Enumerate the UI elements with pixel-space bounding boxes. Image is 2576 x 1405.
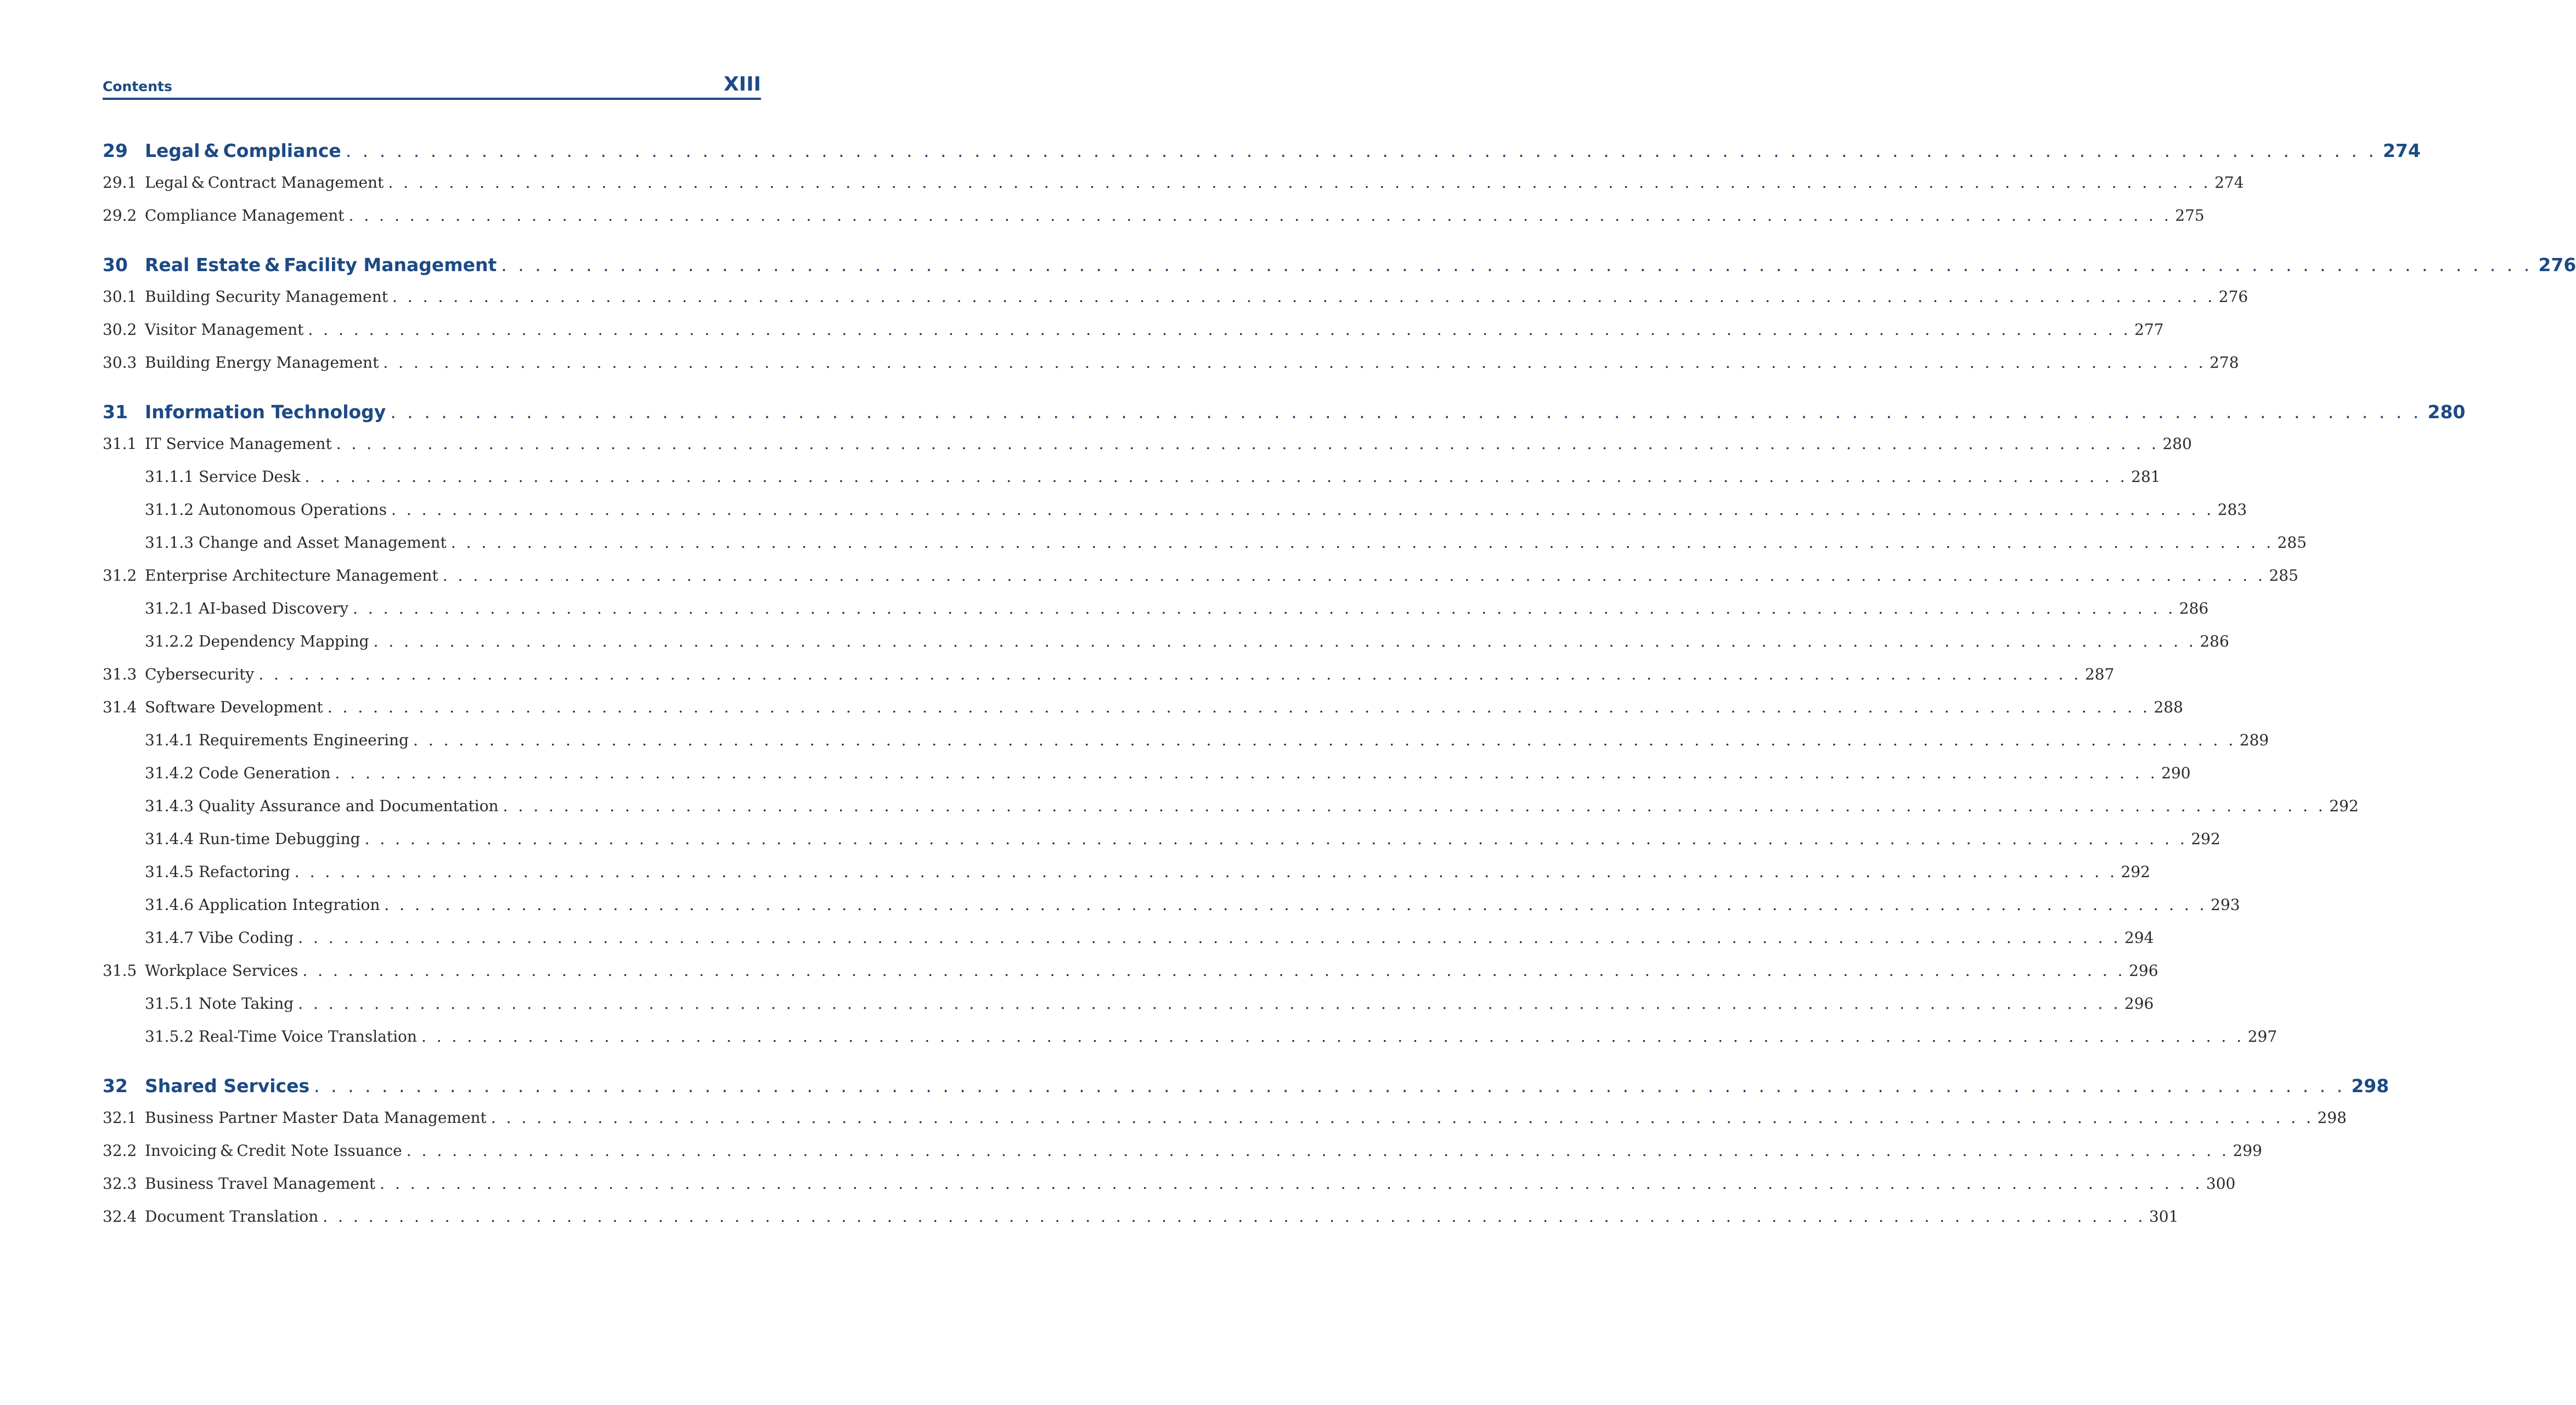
- toc-entry-title: Legal & Compliance: [145, 140, 341, 161]
- toc-entry-page: 286: [2200, 632, 2229, 650]
- toc-entry-subsection[interactable]: [103, 533, 2307, 558]
- toc-entry-page: 276: [2538, 254, 2576, 276]
- toc-entry-number: 31.5: [103, 962, 137, 980]
- running-head: Contents: [103, 78, 172, 94]
- toc-entry-page: 292: [2191, 830, 2220, 848]
- dot-leader: . . . . . . . . . . . . . . . . . . . . . . . . . . . . . . . . . . . . . . . . . . . . . . . . . . . . . . . . . . . . . . . . . . . . . . . . . . . . . . . . . . . . . . . . . . . . . . . . . . . . . . . . . . . . . . . . . . . . . . . .: [421, 1027, 2245, 1046]
- toc-entry-number: 31.4: [103, 698, 137, 716]
- toc-entry-section[interactable]: [103, 1174, 2236, 1199]
- toc-entry-number: 32.1: [103, 1109, 137, 1127]
- toc-entry-title: Business Travel Management: [145, 1174, 376, 1193]
- dot-leader: . . . . . . . . . . . . . . . . . . . . . . . . . . . . . . . . . . . . . . . . . . . . . . . . . . . . . . . . . . . . . . . . . . . . . . . . . . . . . . . . . . . . . . . . . . . . . . . . . . . . . . . . . . . . . . . . . . . . . . . .: [298, 994, 2121, 1013]
- toc-entry-subsection[interactable]: [103, 929, 2154, 953]
- toc-entry-title: Dependency Mapping: [199, 632, 369, 650]
- toc-entry-chapter[interactable]: [103, 254, 2576, 278]
- toc-entry-page: 297: [2247, 1027, 2278, 1046]
- toc-entry-number: 31.3: [103, 665, 137, 683]
- dot-leader: . . . . . . . . . . . . . . . . . . . . . . . . . . . . . . . . . . . . . . . . . . . . . . . . . . . . . . . . . . . . . . . . . . . . . . . . . . . . . . . . . . . . . . . . . . . . . . . . . . . . . . . . . . . . . . . . . . . . . . . .: [442, 566, 2265, 585]
- toc-entry-number: 31.4.6: [145, 896, 194, 914]
- toc-entry-title: Autonomous Operations: [199, 501, 387, 519]
- toc-entry-number: 31.1.3: [145, 533, 194, 552]
- dot-leader: . . . . . . . . . . . . . . . . . . . . . . . . . . . . . . . . . . . . . . . . . . . . . . . . . . . . . . . . . . . . . . . . . . . . . . . . . . . . . . . . . . . . . . . . . . . . . . . . . . . . . . . . . . . . . . . . . . . . . . . .: [373, 632, 2196, 650]
- toc-entry-number: 31.2: [103, 566, 137, 585]
- dot-leader: . . . . . . . . . . . . . . . . . . . . . . . . . . . . . . . . . . . . . . . . . . . . . . . . . . . . . . . . . . . . . . . . . . . . . . . . . . . . . . . . . . . . . . . . . . . . . . . . . . . . . . . . . . . . . . . . . . . . . . . .: [383, 353, 2206, 372]
- toc-entry-number: 31.4.7: [145, 929, 194, 947]
- toc-entry-number: 31.4.4: [145, 830, 194, 848]
- toc-entry-title: Change and Asset Management: [199, 533, 447, 552]
- dot-leader: . . . . . . . . . . . . . . . . . . . . . . . . . . . . . . . . . . . . . . . . . . . . . . . . . . . . . . . . . . . . . . . . . . . . . . . . . . . . . . . . . . . . . . . . . . . . . . . . . . . . . . . . . . . . . . . . . . . . . . . .: [335, 764, 2158, 782]
- page-header: [103, 69, 761, 100]
- toc-entry-page: 301: [2149, 1207, 2179, 1226]
- toc-entry-title: Run-time Debugging: [199, 830, 360, 848]
- toc-entry-page: 300: [2206, 1174, 2236, 1193]
- toc-entry-section[interactable]: [103, 962, 2158, 986]
- toc-entry-title: Code Generation: [199, 764, 331, 782]
- toc-entry-number: 31.1.2: [145, 501, 194, 519]
- toc-entry-title: Real Estate & Facility Management: [145, 254, 497, 276]
- toc-entry-section[interactable]: [103, 1109, 2347, 1133]
- toc-entry-number: 31.5.1: [145, 994, 194, 1013]
- dot-leader: . . . . . . . . . . . . . . . . . . . . . . . . . . . . . . . . . . . . . . . . . . . . . . . . . . . . . . . . . . . . . . . . . . . . . . . . . . . . . . . . . . . . . . . . . . . . . . . . . . . . . . . . . . . . . . . . . . . . . . . .: [503, 797, 2326, 815]
- toc-entry-title: Legal & Contract Management: [145, 173, 384, 192]
- toc-entry-title: Service Desk: [199, 468, 301, 486]
- toc-entry-title: Requirements Engineering: [199, 731, 409, 749]
- dot-leader: . . . . . . . . . . . . . . . . . . . . . . . . . . . . . . . . . . . . . . . . . . . . . . . . . . . . . . . . . . . . . . . . . . . . . . . . . . . . . . . . . . . . . . . . . . . . . . . . . . . . . . . . . . . . . . . . . . . . . . . .: [380, 1174, 2203, 1193]
- toc-entry-subsection[interactable]: [103, 632, 2229, 656]
- dot-leader: . . . . . . . . . . . . . . . . . . . . . . . . . . . . . . . . . . . . . . . . . . . . . . . . . . . . . . . . . . . . . . . . . . . . . . . . . . . . . . . . . . . . . . . . . . . . . . . . . . . . . . . . . . . . . . . . . . . . . . . .: [336, 435, 2159, 453]
- toc-entry-title: Shared Services: [145, 1075, 310, 1097]
- toc-entry-page: 290: [2161, 764, 2191, 782]
- toc-entry-number: 29.2: [103, 206, 137, 224]
- dot-leader: . . . . . . . . . . . . . . . . . . . . . . . . . . . . . . . . . . . . . . . . . . . . . . . . . . . . . . . . . . . . . . . . . . . . . . . . . . . . . . . . . . . . . . . . . . . . . . . . . . . . . . . . . . . . . . . . . . . . . . . .: [388, 173, 2211, 192]
- toc-entry-number: 31.4.1: [145, 731, 194, 749]
- toc-entry-section[interactable]: [103, 665, 2115, 689]
- dot-leader: . . . . . . . . . . . . . . . . . . . . . . . . . . . . . . . . . . . . . . . . . . . . . . . . . . . . . . . . . . . . . . . . . . . . . . . . . . . . . . . . . . . . . . . . . . . . . . . . . . . . . . . . . . . . . . . . . . . . . . . .: [308, 321, 2131, 339]
- toc-entry-section[interactable]: [103, 288, 2248, 312]
- toc-entry-page: 298: [2351, 1075, 2389, 1097]
- dot-leader: . . . . . . . . . . . . . . . . . . . . . . . . . . . . . . . . . . . . . . . . . . . . . . . . . . . . . . . . . . . . . . . . . . . . . . . . . . . . . . . . . . . . . . . . . . . . . . . . . . . . . . . . . . . . . . . . . . . . . . . .: [348, 206, 2172, 224]
- toc-entry-title: Document Translation: [145, 1207, 319, 1226]
- toc-entry-page: 281: [2131, 468, 2161, 486]
- toc-entry-page: 287: [2084, 665, 2115, 683]
- toc-entry-page: 274: [2214, 173, 2244, 192]
- dot-leader: . . . . . . . . . . . . . . . . . . . . . . . . . . . . . . . . . . . . . . . . . . . . . . . . . . . . . . . . . . . . . . . . . . . . . . . . . . . . . . . . . . . . . . . . . . . . . . . . . . . . . . . . . . . . . . . . . . . . . . . .: [491, 1109, 2314, 1127]
- toc-entry-title: Refactoring: [199, 863, 290, 881]
- dot-leader: . . . . . . . . . . . . . . . . . . . . . . . . . . . . . . . . . . . . . . . . . . . . . . . . . . . . . . . . . . . . . . . . . . . . . . . . . . . . . . . . . . . . . . . . . . . . . . . . . . . . . . . . . . . . . . . . . . . . . . . .: [364, 830, 2188, 848]
- toc-entry-title: Visitor Management: [145, 321, 304, 339]
- toc-entry-number: 31.1: [103, 435, 137, 453]
- toc-entry-title: Vibe Coding: [199, 929, 294, 947]
- toc-entry-subsection[interactable]: [103, 797, 2359, 821]
- toc-entry-page: 278: [2209, 353, 2239, 372]
- dot-leader: . . . . . . . . . . . . . . . . . . . . . . . . . . . . . . . . . . . . . . . . . . . . . . . . . . . . . . . . . . . . . . . . . . . . . . . . . . . . . . . . . . . . . . . . . . . . . . . . . . . . . . . . . . . . . . . . . . . . . . . .: [413, 731, 2236, 749]
- dot-leader: . . . . . . . . . . . . . . . . . . . . . . . . . . . . . . . . . . . . . . . . . . . . . . . . . . . . . . . . . . . . . . . . . . . . . . . . . . . . . . . . . . . . . . . . . . . . . . . . . . . . . . . . . . . . . . . . . . . . . . . .: [345, 140, 2377, 161]
- toc-entry-page: 292: [2121, 863, 2150, 881]
- toc-entry-chapter[interactable]: [103, 140, 2421, 164]
- toc-entry-page: 294: [2124, 929, 2154, 947]
- dot-leader: . . . . . . . . . . . . . . . . . . . . . . . . . . . . . . . . . . . . . . . . . . . . . . . . . . . . . . . . . . . . . . . . . . . . . . . . . . . . . . . . . . . . . . . . . . . . . . . . . . . . . . . . . . . . . . . . . . . . . . . .: [327, 698, 2150, 716]
- toc-entry-number: 31.2.2: [145, 632, 194, 650]
- toc-entry-title: Software Development: [145, 698, 323, 716]
- toc-entry-section[interactable]: [103, 566, 2298, 591]
- dot-leader: . . . . . . . . . . . . . . . . . . . . . . . . . . . . . . . . . . . . . . . . . . . . . . . . . . . . . . . . . . . . . . . . . . . . . . . . . . . . . . . . . . . . . . . . . . . . . . . . . . . . . . . . . . . . . . . . . . . . . . . .: [302, 962, 2126, 980]
- toc-entry-page: 288: [2154, 698, 2183, 716]
- toc-entry-page: 274: [2382, 140, 2421, 161]
- toc-entry-number: 31: [103, 401, 128, 423]
- toc-entry-number: 32: [103, 1075, 128, 1097]
- toc-entry-page: 280: [2162, 435, 2192, 453]
- toc-entry-title: Real-Time Voice Translation: [199, 1027, 417, 1046]
- toc-entry-page: 293: [2211, 896, 2240, 914]
- dot-leader: . . . . . . . . . . . . . . . . . . . . . . . . . . . . . . . . . . . . . . . . . . . . . . . . . . . . . . . . . . . . . . . . . . . . . . . . . . . . . . . . . . . . . . . . . . . . . . . . . . . . . . . . . . . . . . . . . . . . . . . .: [406, 1142, 2229, 1160]
- toc-entry-title: Building Energy Management: [145, 353, 379, 372]
- dot-leader: . . . . . . . . . . . . . . . . . . . . . . . . . . . . . . . . . . . . . . . . . . . . . . . . . . . . . . . . . . . . . . . . . . . . . . . . . . . . . . . . . . . . . . . . . . . . . . . . . . . . . . . . . . . . . . . . . . . . . . . .: [450, 533, 2274, 552]
- toc-entry-number: 31.4.3: [145, 797, 194, 815]
- toc-entry-title: Information Technology: [145, 401, 386, 423]
- toc-entry-subsection[interactable]: [103, 764, 2191, 788]
- dot-leader: . . . . . . . . . . . . . . . . . . . . . . . . . . . . . . . . . . . . . . . . . . . . . . . . . . . . . . . . . . . . . . . . . . . . . . . . . . . . . . . . . . . . . . . . . . . . . . . . . . . . . . . . . . . . . . . . . . . . . . . .: [353, 599, 2176, 617]
- dot-leader: . . . . . . . . . . . . . . . . . . . . . . . . . . . . . . . . . . . . . . . . . . . . . . . . . . . . . . . . . . . . . . . . . . . . . . . . . . . . . . . . . . . . . . . . . . . . . . . . . . . . . . . . . . . . . . . . . . . . . . . .: [258, 665, 2082, 683]
- dot-leader: . . . . . . . . . . . . . . . . . . . . . . . . . . . . . . . . . . . . . . . . . . . . . . . . . . . . . . . . . . . . . . . . . . . . . . . . . . . . . . . . . . . . . . . . . . . . . . . . . . . . . . . . . . . . . . . . . . . . . . . .: [298, 929, 2121, 947]
- toc-entry-subsection[interactable]: [103, 830, 2220, 854]
- toc-entry-subsection[interactable]: [103, 994, 2154, 1019]
- toc-entry-section[interactable]: [103, 1142, 2262, 1166]
- toc-entry-number: 32.2: [103, 1142, 137, 1160]
- toc-entry-page: 275: [2175, 206, 2205, 224]
- toc-entry-title: Note Taking: [199, 994, 294, 1013]
- toc-entry-chapter[interactable]: [103, 401, 2466, 425]
- toc-entry-section[interactable]: [103, 435, 2192, 459]
- toc-entry-section[interactable]: [103, 321, 2164, 345]
- toc-entry-number: 29.1: [103, 173, 137, 192]
- dot-leader: . . . . . . . . . . . . . . . . . . . . . . . . . . . . . . . . . . . . . . . . . . . . . . . . . . . . . . . . . . . . . . . . . . . . . . . . . . . . . . . . . . . . . . . . . . . . . . . . . . . . . . . . . . . . . . . . . . . . . . . .: [323, 1207, 2146, 1226]
- toc-entry-title: Invoicing & Credit Note Issuance: [145, 1142, 402, 1160]
- toc-entry-page: 296: [2129, 962, 2158, 980]
- dot-leader: . . . . . . . . . . . . . . . . . . . . . . . . . . . . . . . . . . . . . . . . . . . . . . . . . . . . . . . . . . . . . . . . . . . . . . . . . . . . . . . . . . . . . . . . . . . . . . . . . . . . . . . . . . . . . . . . . . . . . . . .: [384, 896, 2207, 914]
- toc-entry-subsection[interactable]: [103, 501, 2247, 525]
- toc-entry-number: 30.2: [103, 321, 137, 339]
- toc-entry-title: Business Partner Master Data Management: [145, 1109, 487, 1127]
- toc-entry-page: 298: [2317, 1109, 2347, 1127]
- toc-entry-number: 31.4.5: [145, 863, 194, 881]
- toc-entry-subsection[interactable]: [103, 731, 2269, 755]
- toc-entry-number: 30.1: [103, 288, 137, 306]
- toc-entry-title: Enterprise Architecture Management: [145, 566, 438, 585]
- dot-leader: . . . . . . . . . . . . . . . . . . . . . . . . . . . . . . . . . . . . . . . . . . . . . . . . . . . . . . . . . . . . . . . . . . . . . . . . . . . . . . . . . . . . . . . . . . . . . . . . . . . . . . . . . . . . . . . . . . . . . . . .: [391, 501, 2214, 519]
- toc-entry-page: 289: [2239, 731, 2269, 749]
- dot-leader: . . . . . . . . . . . . . . . . . . . . . . . . . . . . . . . . . . . . . . . . . . . . . . . . . . . . . . . . . . . . . . . . . . . . . . . . . . . . . . . . . . . . . . . . . . . . . . . . . . . . . . . . . . . . . . . . . . . . . . . .: [501, 254, 2533, 276]
- toc-entry-number: 31.1.1: [145, 468, 194, 486]
- toc-entry-page: 292: [2329, 797, 2359, 815]
- toc-entry-subsection[interactable]: [103, 863, 2150, 887]
- dot-leader: . . . . . . . . . . . . . . . . . . . . . . . . . . . . . . . . . . . . . . . . . . . . . . . . . . . . . . . . . . . . . . . . . . . . . . . . . . . . . . . . . . . . . . . . . . . . . . . . . . . . . . . . . . . . . . . . . . . . . . . .: [392, 288, 2216, 306]
- toc-entry-subsection[interactable]: [103, 468, 2161, 492]
- toc-entry-number: 32.3: [103, 1174, 137, 1193]
- toc-entry-page: 277: [2134, 321, 2164, 339]
- toc-entry-number: 31.4.2: [145, 764, 194, 782]
- dot-leader: . . . . . . . . . . . . . . . . . . . . . . . . . . . . . . . . . . . . . . . . . . . . . . . . . . . . . . . . . . . . . . . . . . . . . . . . . . . . . . . . . . . . . . . . . . . . . . . . . . . . . . . . . . . . . . . . . . . . . . . .: [314, 1075, 2346, 1097]
- page-number: XIII: [724, 73, 761, 95]
- toc-entry-number: 30.3: [103, 353, 137, 372]
- toc-entry-title: AI-based Discovery: [199, 599, 349, 617]
- toc-entry-page: 296: [2124, 994, 2154, 1013]
- toc-entry-number: 30: [103, 254, 128, 276]
- toc-entry-page: 285: [2269, 566, 2298, 585]
- toc-entry-page: 276: [2218, 288, 2248, 306]
- toc-entry-page: 283: [2217, 501, 2247, 519]
- toc-entry-subsection[interactable]: [103, 599, 2209, 623]
- toc-entry-title: Building Security Management: [145, 288, 388, 306]
- toc-entry-page: 299: [2233, 1142, 2262, 1160]
- toc-entry-title: Application Integration: [199, 896, 380, 914]
- toc-entry-number: 31.5.2: [145, 1027, 194, 1046]
- toc-entry-section[interactable]: [103, 173, 2244, 198]
- toc-entry-title: Quality Assurance and Documentation: [199, 797, 499, 815]
- toc-entry-section[interactable]: [103, 353, 2239, 378]
- toc-entry-subsection[interactable]: [103, 1027, 2278, 1052]
- toc-entry-page: 280: [2427, 401, 2466, 423]
- toc-entry-section[interactable]: [103, 206, 2205, 231]
- toc-entry-page: 285: [2277, 533, 2307, 552]
- toc-entry-subsection[interactable]: [103, 896, 2240, 920]
- toc-entry-section[interactable]: [103, 1207, 2179, 1232]
- dot-leader: . . . . . . . . . . . . . . . . . . . . . . . . . . . . . . . . . . . . . . . . . . . . . . . . . . . . . . . . . . . . . . . . . . . . . . . . . . . . . . . . . . . . . . . . . . . . . . . . . . . . . . . . . . . . . . . . . . . . . . . .: [305, 468, 2128, 486]
- dot-leader: . . . . . . . . . . . . . . . . . . . . . . . . . . . . . . . . . . . . . . . . . . . . . . . . . . . . . . . . . . . . . . . . . . . . . . . . . . . . . . . . . . . . . . . . . . . . . . . . . . . . . . . . . . . . . . . . . . . . . . . .: [390, 401, 2422, 423]
- toc-entry-title: Cybersecurity: [145, 665, 255, 683]
- toc-entry-number: 32.4: [103, 1207, 137, 1226]
- toc-entry-number: 31.2.1: [145, 599, 194, 617]
- toc-entry-title: Compliance Management: [145, 206, 345, 224]
- toc-entry-page: 286: [2179, 599, 2209, 617]
- toc-entry-title: IT Service Management: [145, 435, 332, 453]
- toc-entry-title: Workplace Services: [145, 962, 298, 980]
- toc-entry-chapter[interactable]: [103, 1075, 2389, 1099]
- toc-entry-section[interactable]: [103, 698, 2183, 722]
- dot-leader: . . . . . . . . . . . . . . . . . . . . . . . . . . . . . . . . . . . . . . . . . . . . . . . . . . . . . . . . . . . . . . . . . . . . . . . . . . . . . . . . . . . . . . . . . . . . . . . . . . . . . . . . . . . . . . . . . . . . . . . .: [294, 863, 2117, 881]
- toc-entry-number: 29: [103, 140, 128, 161]
